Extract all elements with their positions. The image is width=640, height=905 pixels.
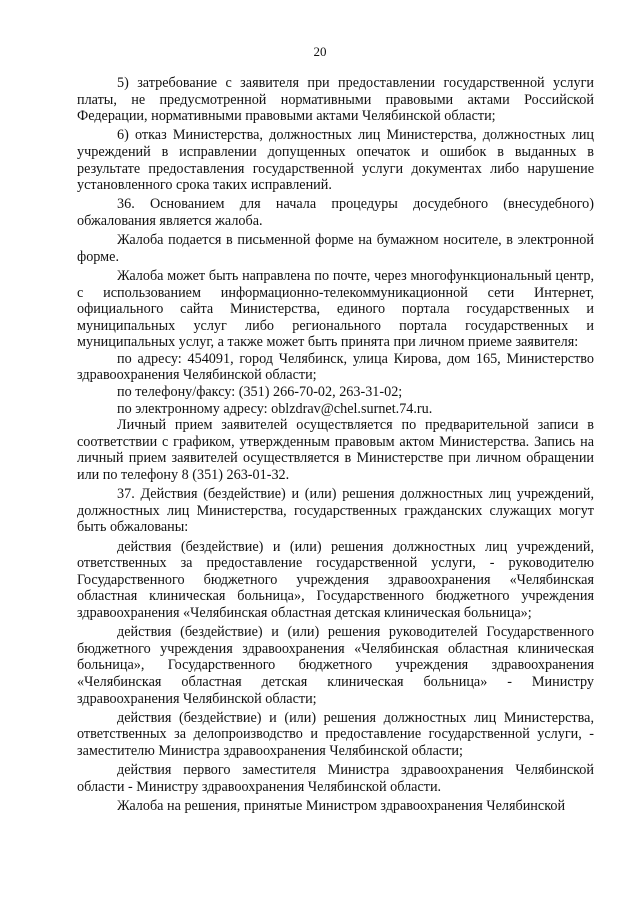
paragraph-appeal-ministry-officials: действия (бездействие) и (или) решения должностных лиц Министерства, ответственных за делопроизводство и предоставление государственной услуги, - заместителю Министра здравоохранения Челябинской области; (77, 709, 594, 759)
paragraph-complaint-channels: Жалоба может быть направлена по почте, через многофункциональный центр, с использованием информационно-телекоммуникационной сети Интернет, официального сайта Министерства, единого портала государственных и муниципальных услуг либо регионального портала государственных и муниципальных услуг, а также может быть принята при личном приеме заявителя: (77, 267, 594, 351)
paragraph-appeal-first-deputy: действия первого заместителя Министра здравоохранения Челябинской области - Министру здравоохранения Челябинской области. (77, 762, 594, 795)
page-number: 20 (313, 44, 327, 59)
paragraph-complaint-form: Жалоба подается в письменной форме на бумажном носителе, в электронной форме. (77, 232, 594, 265)
paragraph-appeal-minister-decisions: Жалоба на решения, принятые Министром здравоохранения Челябинской (117, 797, 566, 814)
paragraph-email-address: по электронному адресу: oblzdrav@chel.surnet.74.ru. (117, 400, 433, 417)
paragraph-appeal-institution-heads: действия (бездействие) и (или) решения руководителей Государственного бюджетного учреждения здравоохранения «Челябинская областная клиническая больница», Государственного бюджетного учреждения здравоохранения «Челябинская областная детская клиническая больница» - Министру здравоохранения Челябинской области; (77, 624, 594, 707)
paragraph-appeal-institution-officials: действия (бездействие) и (или) решения должностных лиц учреждений, ответственных за предоставление государственной услуги, - руководителю Государственного бюджетного учреждения здравоохранения «Челябинская областная клиническая больница», Государственного бюджетного учреждения здравоохранения «Челябинская областная детская клиническая больница»; (77, 538, 594, 621)
paragraph-personal-reception: Личный прием заявителей осуществляется по предварительной записи в соответствии с графиком, утвержденным правовым актом Министерства. Запись на личный прием заявителей осуществляется в Министерстве при личном обращении или по телефону 8 (351) 263-01-32. (77, 417, 594, 484)
paragraph-phone-fax: по телефону/факсу: (351) 266-70-02, 263-31-02; (117, 384, 403, 401)
paragraph-postal-address: по адресу: 454091, город Челябинск, улица Кирова, дом 165, Министерство здравоохранения Челябинской области; (77, 350, 594, 384)
paragraph-36: 36. Основанием для начала процедуры досудебного (внесудебного) обжалования является жалоба. (77, 196, 594, 229)
paragraph-item-5: 5) затребование с заявителя при предоставлении государственной услуги платы, не предусмотренной нормативными правовыми актами Российской Федерации, нормативными правовыми актами Челябинской области; (77, 75, 594, 125)
paragraph-item-6: 6) отказ Министерства, должностных лиц Министерства, должностных лиц учреждений в исправлении допущенных опечаток и ошибок в выданных в результате предоставления государственной услуги документах либо нарушение установленного срока таких исправлений. (77, 127, 594, 194)
paragraph-37: 37. Действия (бездействие) и (или) решения должностных лиц учреждений, должностных лиц Министерства, государственных гражданских служащих могут быть обжалованы: (77, 486, 594, 536)
document-body (77, 75, 594, 817)
